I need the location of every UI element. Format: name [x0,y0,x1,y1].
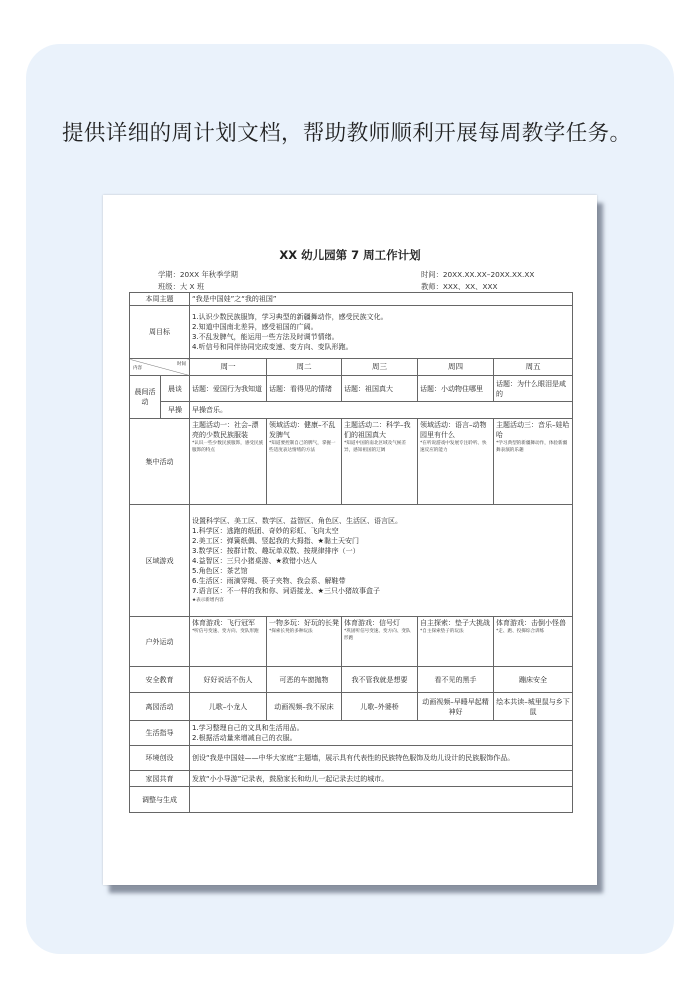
teacher-info: 教师：XXX、XX、XXX [421,282,498,291]
leave-label: 离园活动 [130,693,190,721]
leave-cell: 动画视频–早睡早起精神好 [418,693,494,721]
activity-note: *学习典型的新疆舞动作，体验新疆舞表演的乐趣 [496,441,568,453]
area-item: 1.科学区：逃跑的纸团、奇妙的彩虹、飞向太空 [192,526,339,535]
goals-cell [190,306,573,359]
corner-time: 时间 [177,362,186,367]
safety-cell: 好好说话不伤人 [190,667,267,693]
life-label: 生活指导 [130,721,190,746]
area-item: 3.数学区：按群计数、趣玩单双数、按规律排序（一） [192,546,360,555]
leave-cell: 绘本共读–城里鼠与乡下鼠 [494,693,573,721]
table-row [130,376,573,402]
group-cell [494,419,573,505]
corner-header [130,359,190,376]
area-item: 7.语言区：不一样的我和你、词语接龙、★三只小猪故事盒子 [192,586,380,595]
table-row [130,693,573,721]
class-info: 班级：大 X 班 [158,282,205,291]
outdoor-cell [190,617,267,667]
theme-value: “我是中国娃”之“我的祖国” [190,293,573,306]
group-cell [190,419,267,505]
table-row [130,771,573,787]
goal-item: 3.不乱发脾气，能运用一些方法及时调节情绪。 [192,333,339,341]
day-header: 周二 [267,359,342,376]
table-row [130,419,573,505]
area-cell [190,505,573,617]
morning-talk-cell: 话题：看得见的情绪 [267,376,342,402]
activity-title: 体育游戏：信号灯 [344,619,400,627]
activity-note: *自主探索垫子的玩法 [420,629,464,634]
activity-title: 一物多玩：好玩的长凳 [269,619,339,627]
document-title: XX 幼儿园第 7 周工作计划 [279,248,421,262]
day-header: 周三 [342,359,418,376]
outdoor-cell [267,617,342,667]
adjust-label: 调整与生成 [130,787,190,813]
morning-talk-label: 晨谈 [161,376,190,402]
table-row [130,293,573,306]
table-row [130,617,573,667]
morning-exercise-cell: 早操音乐。 [190,402,573,419]
table-row [130,787,573,813]
activity-note: *在听说游戏中发展专注聆听、快速反应的能力 [420,441,487,453]
table-row [130,402,573,419]
activity-title: 主题活动一：社会–漂亮的少数民族服装 [192,421,259,439]
area-footnote: ★表示新增内容 [192,597,224,603]
activity-title: 主题活动二：科学–我们的祖国真大 [344,421,411,439]
safety-cell: 可恶的车窗抛物 [267,667,342,693]
safety-cell: 看不见的黑手 [418,667,494,693]
headline: 提供详细的周计划文档，帮助教师顺利开展每周教学任务。 [62,121,632,146]
table-row [130,306,573,359]
life-item: 1.学习整理自己的文具和生活用品。 [192,724,304,732]
theme-label: 本周主题 [130,293,190,306]
area-item: 2.美工区：弹簧纸偶、竖起我的大拇指、★黏土天安门 [192,536,359,545]
morning-talk-cell: 话题：为什么眼泪是咸的 [494,376,573,402]
activity-title: 体育游戏：飞行冠军 [192,619,255,627]
activity-title: 领域活动：语言–动物园里有什么 [420,421,487,439]
safety-cell: 蹦床安全 [494,667,573,693]
activity-title: 主题活动三：音乐–娃哈哈 [496,421,570,439]
goal-item: 4.听信号和同伴协同完成变速、变方向、变队形跑。 [192,343,353,351]
group-label: 集中活动 [130,419,190,505]
leave-cell: 儿歌–小龙人 [190,693,267,721]
table-row [130,505,573,617]
group-cell [342,419,418,505]
table-row [130,359,573,376]
activity-note: *巩固听信号变速、变方向、变队形跑 [344,629,411,641]
day-header: 周四 [418,359,494,376]
document-page [103,195,597,885]
goal-item: 1.认识少数民族服饰，学习典型的新疆舞动作，感受民族文化。 [192,313,388,321]
env-label: 环境创设 [130,746,190,771]
area-item: 5.角色区：茶艺馆 [192,566,248,575]
activity-note: *走、跑、投掷综合训练 [496,629,545,634]
area-item: 6.生活区：雨滴穿绳、筷子夹物、我会系、解鞋带 [192,576,346,585]
area-item: 4.益智区：三只小猪桌游、★救错小达人 [192,556,317,565]
activity-note: *听信号变速、变方向、变队形跑 [192,629,259,634]
activity-title: 体育游戏：击倒小怪兽 [496,619,566,627]
activity-title: 自主探索：垫子大挑战 [420,619,490,627]
group-cell [267,419,342,505]
home-label: 家园共育 [130,771,190,787]
outdoor-cell [418,617,494,667]
group-cell [418,419,494,505]
morning-talk-cell: 话题：祖国真大 [342,376,418,402]
table-row [130,721,573,746]
safety-cell: 我不管我就是想要 [342,667,418,693]
table-row [130,746,573,771]
life-item: 2.根据活动量来增减自己的衣服。 [192,734,297,742]
morning-talk-cell: 话题：小动物住哪里 [418,376,494,402]
semester-info: 学期：20XX 年秋季学期 [158,270,238,279]
area-label: 区域游戏 [130,505,190,617]
day-header: 周一 [190,359,267,376]
goal-item: 2.知道中国南北差异，感受祖国的广阔。 [192,323,318,331]
activity-title: 领域活动：健康–不乱发脾气 [269,421,336,439]
goals-label: 周目标 [130,306,190,359]
leave-cell: 动画视频–我不尿床 [267,693,342,721]
outdoor-label: 户外运动 [130,617,190,667]
day-header: 周五 [494,359,573,376]
activity-note: *知道中国的南北区域及气候差异，感知祖国的辽阔 [344,441,407,453]
life-cell [190,721,573,746]
env-cell: 创设“我是中国娃——中华大家庭”主题墙，展示具有代表性的民族特色服饰及幼儿设计的民族服饰作品。 [190,746,573,771]
activity-note: *知道要控制自己的脾气，掌握一些适度表达情绪的方法 [269,441,336,453]
activity-note: *探索长凳的多种玩法 [269,629,313,634]
area-item: 设置科学区、美工区、数学区、益智区、角色区、生活区、语言区。 [192,516,402,525]
table-row [130,667,573,693]
time-info: 时间：20XX.XX.XX–20XX.XX.XX [421,270,535,279]
leave-cell: 儿歌–外婆桥 [342,693,418,721]
activity-note: *认识一些少数民族服饰，感受民族服饰的特点 [192,441,264,453]
corner-content: 内容 [133,366,142,371]
weekly-plan-table [129,292,573,813]
outdoor-cell [494,617,573,667]
home-cell: 发放“小小导游”记录表，鼓励家长和幼儿一起记录去过的城市。 [190,771,573,787]
safety-label: 安全教育 [130,667,190,693]
morning-exercise-label: 早操 [161,402,190,419]
outdoor-cell [342,617,418,667]
morning-talk-cell: 话题：爱国行为我知道 [190,376,267,402]
morning-label: 晨间活动 [130,376,161,419]
adjust-cell [190,787,573,813]
